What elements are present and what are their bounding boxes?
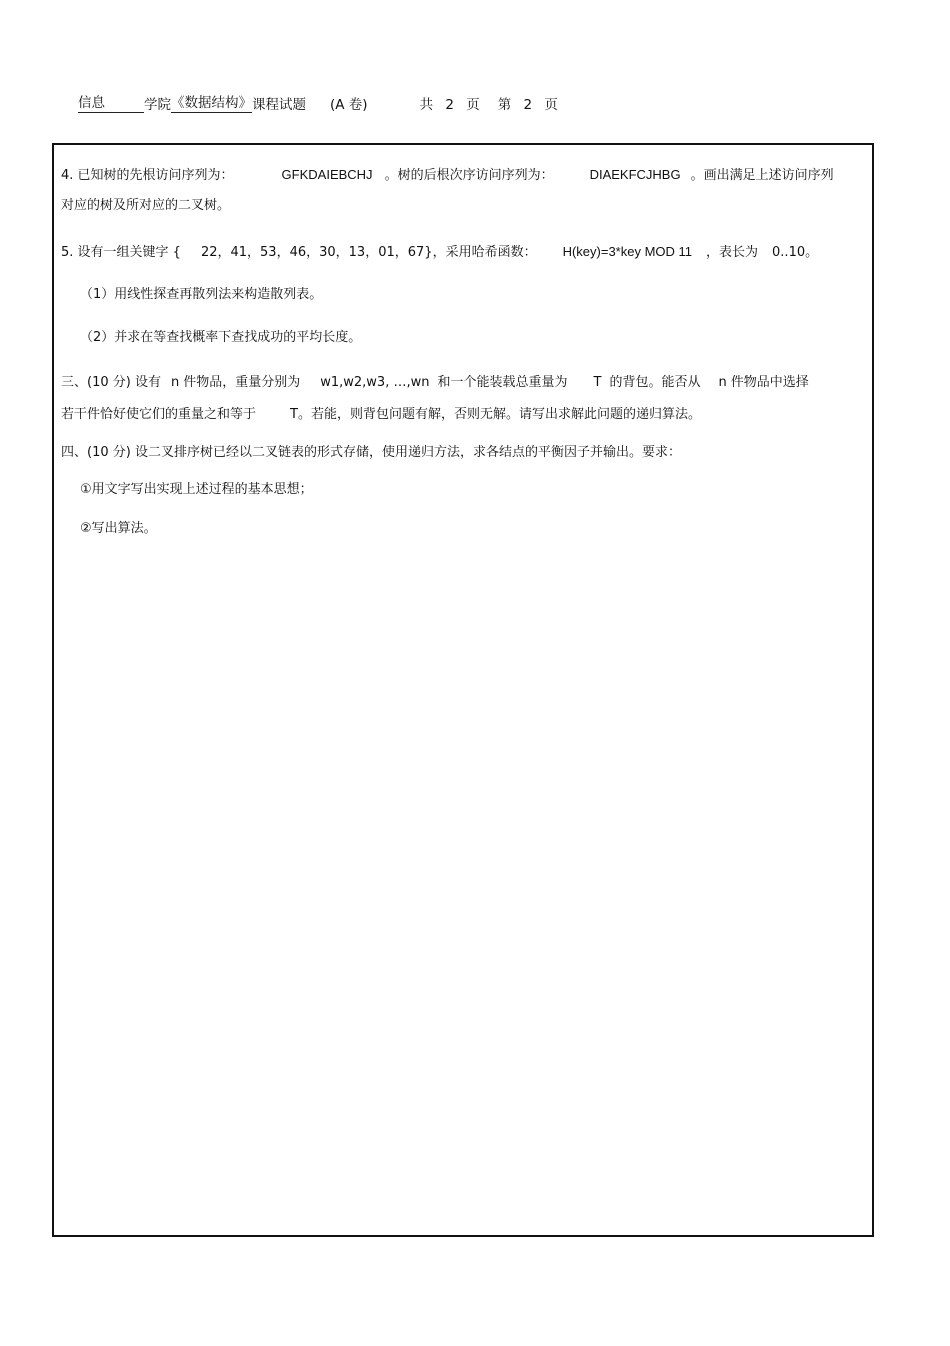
q4-text-b: 。树的后根次序访问序列为：: [384, 168, 554, 183]
sec3-text-g: 。若能，则背包问题有解，否则无解。请写出求解此问题的递归算法。: [297, 407, 701, 422]
q4-postorder-seq: DIAEKFCJHBG: [589, 167, 681, 182]
sec3-T: T: [593, 375, 602, 390]
header-college-suffix: 学院: [144, 97, 171, 113]
q5-keys: 22，41，53，46，30，13，01，67}: [200, 245, 433, 260]
header-current-page: 第 2 页: [497, 97, 558, 113]
q4-text-a: 4. 已知树的先根访问序列为：: [61, 168, 234, 183]
header-college: 信息: [78, 91, 144, 113]
sec3-line2: [61, 406, 701, 424]
sec3-text-e: 件物品中选择: [730, 375, 809, 390]
q5-sub1: （1）用线性探查再散列法来构造散列表。: [80, 287, 323, 302]
q5-range: 0..10。: [772, 245, 819, 260]
q5-text-c: ，表长为: [706, 245, 759, 260]
sec3-n: n: [170, 375, 180, 390]
sec4-req1: ①用文字写出实现上述过程的基本思想；: [80, 482, 313, 497]
sec3-text-b: 件物品，重量分别为: [183, 375, 301, 390]
sec3-text-c: 和一个能装载总重量为: [437, 375, 568, 390]
q5-hash-function: H(key)=3*key MOD 11: [562, 244, 693, 259]
q5-line1: [61, 243, 818, 262]
sec3-text-f: 若干件恰好使它们的重量之和等于: [61, 407, 257, 422]
header-course-suffix: 课程试题: [252, 97, 306, 113]
sec4-req2: ②写出算法。: [80, 521, 157, 536]
q4-line2: 对应的树及所对应的二叉树。: [61, 198, 231, 213]
answer-frame: [52, 143, 874, 1237]
sec3-text-d: 的背包。能否从: [609, 375, 701, 390]
q5-text-a: 5. 设有一组关键字 {: [61, 245, 181, 260]
sec3-n2: n: [718, 375, 727, 390]
q4-preorder-seq: GFKDAIEBCHJ: [281, 167, 373, 182]
q5-text-b: ，采用哈希函数：: [432, 245, 537, 260]
q5-sub2: （2）并求在等查找概率下查找成功的平均长度。: [80, 330, 362, 345]
q4-line1: [61, 166, 834, 185]
header-total-pages: 共 2 页: [419, 97, 480, 113]
sec4-line1: 四、(10 分) 设二叉排序树已经以二叉链表的形式存储，使用递归方法，求各结点的平衡因子并输出。要求：: [61, 445, 681, 460]
page-header: [78, 91, 558, 111]
sec3-line1: [61, 374, 809, 392]
sec3-text-a: 三、(10 分) 设有: [61, 375, 161, 390]
sec3-weights: w1,w2,w3, …,wn: [320, 375, 430, 390]
header-paper: (A 卷): [330, 97, 368, 113]
header-course: 《数据结构》: [171, 91, 252, 113]
q4-text-c: 。画出满足上述访问序列: [690, 168, 834, 183]
sec3-T2: T: [290, 407, 298, 422]
